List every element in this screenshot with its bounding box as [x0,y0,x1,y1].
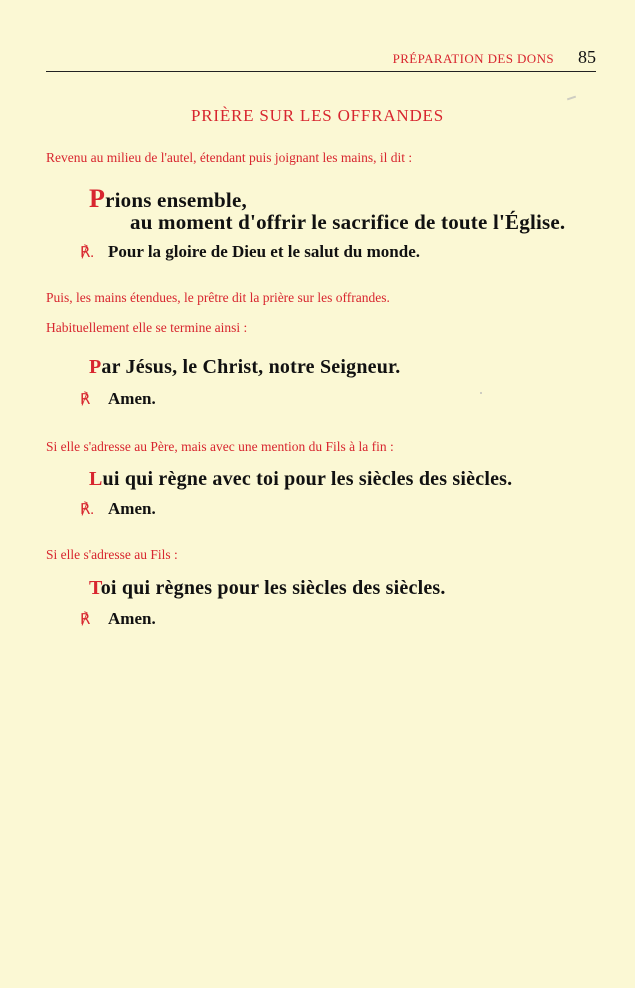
print-speck [567,96,576,101]
rubric-1: Revenu au milieu de l'autel, étendant puis joignant les mains, il dit : [46,150,413,165]
print-speck [480,392,482,394]
page-header [46,46,596,70]
response-1-text: Pour la gloire de Dieu et le salut du monde. [108,242,420,261]
response-2-symbol: ℟ [80,392,91,408]
prayer-4 [89,577,446,600]
rubric-4: Si elle s'adresse au Père, mais avec une mention du Fils à la fin : [46,439,394,454]
response-1 [80,242,420,262]
response-2 [80,389,156,409]
running-head: PRÉPARATION DES DONS [392,51,554,66]
response-4-symbol: ℟ [80,612,91,628]
rubric-2: Puis, les mains étendues, le prêtre dit la prière sur les offrandes. [46,290,390,305]
prayer-2-initial: P [89,356,102,378]
prayer-1-line-2: au moment d'offrir le sacrifice de toute l'Église. [130,210,566,234]
response-3 [80,499,156,519]
response-4-text: Amen. [108,609,156,628]
section-title: PRIÈRE SUR LES OFFRANDES [191,106,444,125]
response-4 [80,609,156,629]
response-1-symbol: ℟. [80,245,95,261]
response-3-symbol: ℟. [80,502,95,518]
rubric-5: Si elle s'adresse au Fils : [46,547,178,562]
page-number: 85 [578,47,596,67]
prayer-1-initial: P [89,184,106,213]
response-3-text: Amen. [108,499,156,518]
response-2-text: Amen. [108,389,156,408]
prayer-3 [89,468,512,491]
prayer-3-text: ui qui règne avec toi pour les siècles des siècles. [102,468,513,490]
prayer-2 [89,356,400,379]
rubric-3: Habituellement elle se termine ainsi : [46,320,248,335]
prayer-2-text: ar Jésus, le Christ, notre Seigneur. [101,356,401,378]
prayer-3-initial: L [89,468,103,490]
prayer-4-text: oi qui règnes pour les siècles des siècles. [100,577,446,599]
prayer-1-text: rions ensemble, [105,188,247,212]
prayer-4-initial: T [89,577,101,599]
header-rule [46,71,596,72]
